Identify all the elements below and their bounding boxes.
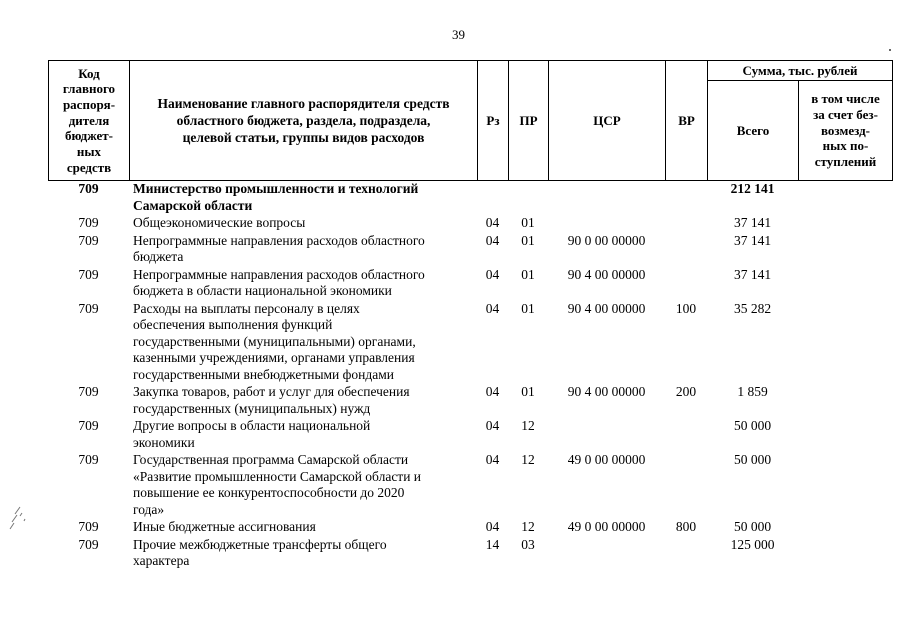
row-code: 709 — [78, 181, 99, 196]
row-name-line: Другие вопросы в области национальной — [133, 418, 371, 433]
row-name — [133, 384, 476, 417]
header-total: Всего — [708, 81, 799, 181]
row-total: 1 859 — [737, 384, 768, 399]
row-name — [133, 418, 476, 451]
table-row — [48, 384, 892, 418]
row-pr: 03 — [521, 536, 535, 552]
row-name — [133, 519, 476, 536]
row-pr: 12 — [521, 452, 535, 467]
row-vr: 100 — [675, 300, 697, 316]
row-csr: 90 4 00 00000 — [567, 300, 646, 316]
row-name-line: года» — [133, 501, 165, 517]
header-vr: ВР — [666, 61, 708, 181]
row-pr: 12 — [521, 519, 535, 534]
header-name: Наименование главного распорядителя средств областного бюджета, раздела, подраздела, целевой статьи, группы видов расходов — [130, 61, 478, 181]
row-rz: 04 — [485, 266, 500, 282]
row-name-line: «Развитие промышленности Самарской области и — [133, 468, 422, 484]
header-sum-group: Сумма, тыс. рублей — [708, 61, 893, 81]
row-total: 212 141 — [730, 181, 775, 196]
row-name — [133, 301, 476, 384]
row-name-line: государственными (муниципальными) органами, — [133, 333, 416, 349]
row-name — [133, 215, 476, 232]
row-code: 709 — [78, 266, 99, 282]
header-csr: ЦСР — [549, 61, 666, 181]
header-code: Код главного распоря- дителя бюджет- ных средств — [49, 61, 130, 181]
table-row — [48, 233, 892, 267]
row-rz: 04 — [485, 232, 500, 248]
row-rz: 04 — [485, 300, 500, 316]
row-name — [133, 537, 476, 570]
row-code: 709 — [78, 519, 99, 534]
row-name-line: обеспечения выполнения функций — [133, 317, 333, 332]
row-csr: 90 0 00 00000 — [567, 232, 646, 248]
row-pr: 12 — [521, 418, 535, 433]
table-row — [48, 418, 892, 452]
row-total: 50 000 — [733, 418, 772, 433]
row-name — [133, 181, 476, 214]
row-vr: 800 — [675, 519, 697, 534]
row-pr: 01 — [521, 384, 535, 399]
row-rz: 14 — [485, 536, 500, 552]
margin-scribble-icon — [6, 505, 30, 535]
row-name — [133, 267, 476, 300]
row-pr: 01 — [521, 266, 535, 282]
row-rz: 04 — [485, 519, 500, 534]
row-total: 50 000 — [733, 519, 772, 534]
row-code: 709 — [78, 452, 99, 467]
row-name-line: Общеэкономические вопросы — [133, 215, 306, 230]
table-row — [48, 267, 892, 301]
header-pr: ПР — [509, 61, 549, 181]
table-body — [48, 181, 892, 571]
row-code: 709 — [78, 536, 99, 552]
row-code: 709 — [78, 300, 99, 316]
header-gratis: в том числе за счет без- возмезд- ных по- ступлений — [799, 81, 893, 181]
row-rz: 04 — [485, 215, 500, 230]
table-row — [48, 519, 892, 537]
table-row — [48, 181, 892, 215]
row-name-line: Самарской области — [133, 197, 253, 213]
row-name-line: Расходы на выплаты персоналу в целях — [133, 300, 360, 316]
row-csr: 49 0 00 00000 — [567, 452, 646, 467]
row-name-line: Прочие межбюджетные трансферты общего — [133, 536, 387, 552]
row-total: 125 000 — [730, 536, 775, 552]
row-total: 35 282 — [733, 300, 772, 316]
row-total: 37 141 — [733, 266, 772, 282]
table-row — [48, 301, 892, 385]
table-header — [48, 60, 893, 181]
row-name-line: Непрограммные направления расходов областного — [133, 266, 425, 282]
table-row — [48, 452, 892, 519]
scan-speck — [889, 49, 891, 51]
row-vr: 200 — [675, 384, 697, 399]
row-code: 709 — [78, 215, 99, 230]
row-name-line: Министерство промышленности и технологий — [133, 181, 419, 196]
row-name-line: государственными внебюджетными фондами — [133, 366, 395, 382]
row-name-line: Закупка товаров, работ и услуг для обеспечения — [133, 384, 410, 399]
row-code: 709 — [78, 418, 99, 433]
row-pr: 01 — [521, 300, 535, 316]
row-csr: 49 0 00 00000 — [567, 519, 646, 534]
row-name-line: бюджета в области национальной экономики — [133, 283, 392, 298]
header-rz: Рз — [478, 61, 509, 181]
row-name-line: Непрограммные направления расходов областного — [133, 232, 425, 248]
row-rz: 04 — [485, 384, 500, 399]
row-csr: 90 4 00 00000 — [567, 384, 646, 399]
row-csr: 90 4 00 00000 — [567, 266, 646, 282]
row-rz: 04 — [485, 418, 500, 433]
row-name-line: повышение ее конкурентоспособности до 2020 — [133, 485, 405, 500]
row-code: 709 — [78, 232, 99, 248]
table-row — [48, 537, 892, 571]
row-total: 50 000 — [733, 452, 772, 467]
row-name-line: экономики — [133, 434, 195, 450]
row-name-line: Иные бюджетные ассигнования — [133, 519, 316, 534]
row-name-line: Государственная программа Самарской области — [133, 452, 409, 467]
row-total: 37 141 — [733, 215, 772, 230]
page-number: 39 — [452, 27, 465, 42]
row-name-line: государственных (муниципальных) нужд — [133, 400, 371, 416]
row-name — [133, 233, 476, 266]
row-name-line: бюджета — [133, 249, 184, 264]
row-name-line: казенными учреждениями, органами управления — [133, 350, 415, 365]
row-pr: 01 — [521, 232, 535, 248]
row-total: 37 141 — [733, 232, 772, 248]
row-rz: 04 — [485, 452, 500, 467]
row-pr: 01 — [521, 215, 535, 230]
row-name — [133, 452, 476, 518]
row-name-line: характера — [133, 553, 190, 568]
row-code: 709 — [78, 384, 99, 399]
table-row — [48, 215, 892, 233]
